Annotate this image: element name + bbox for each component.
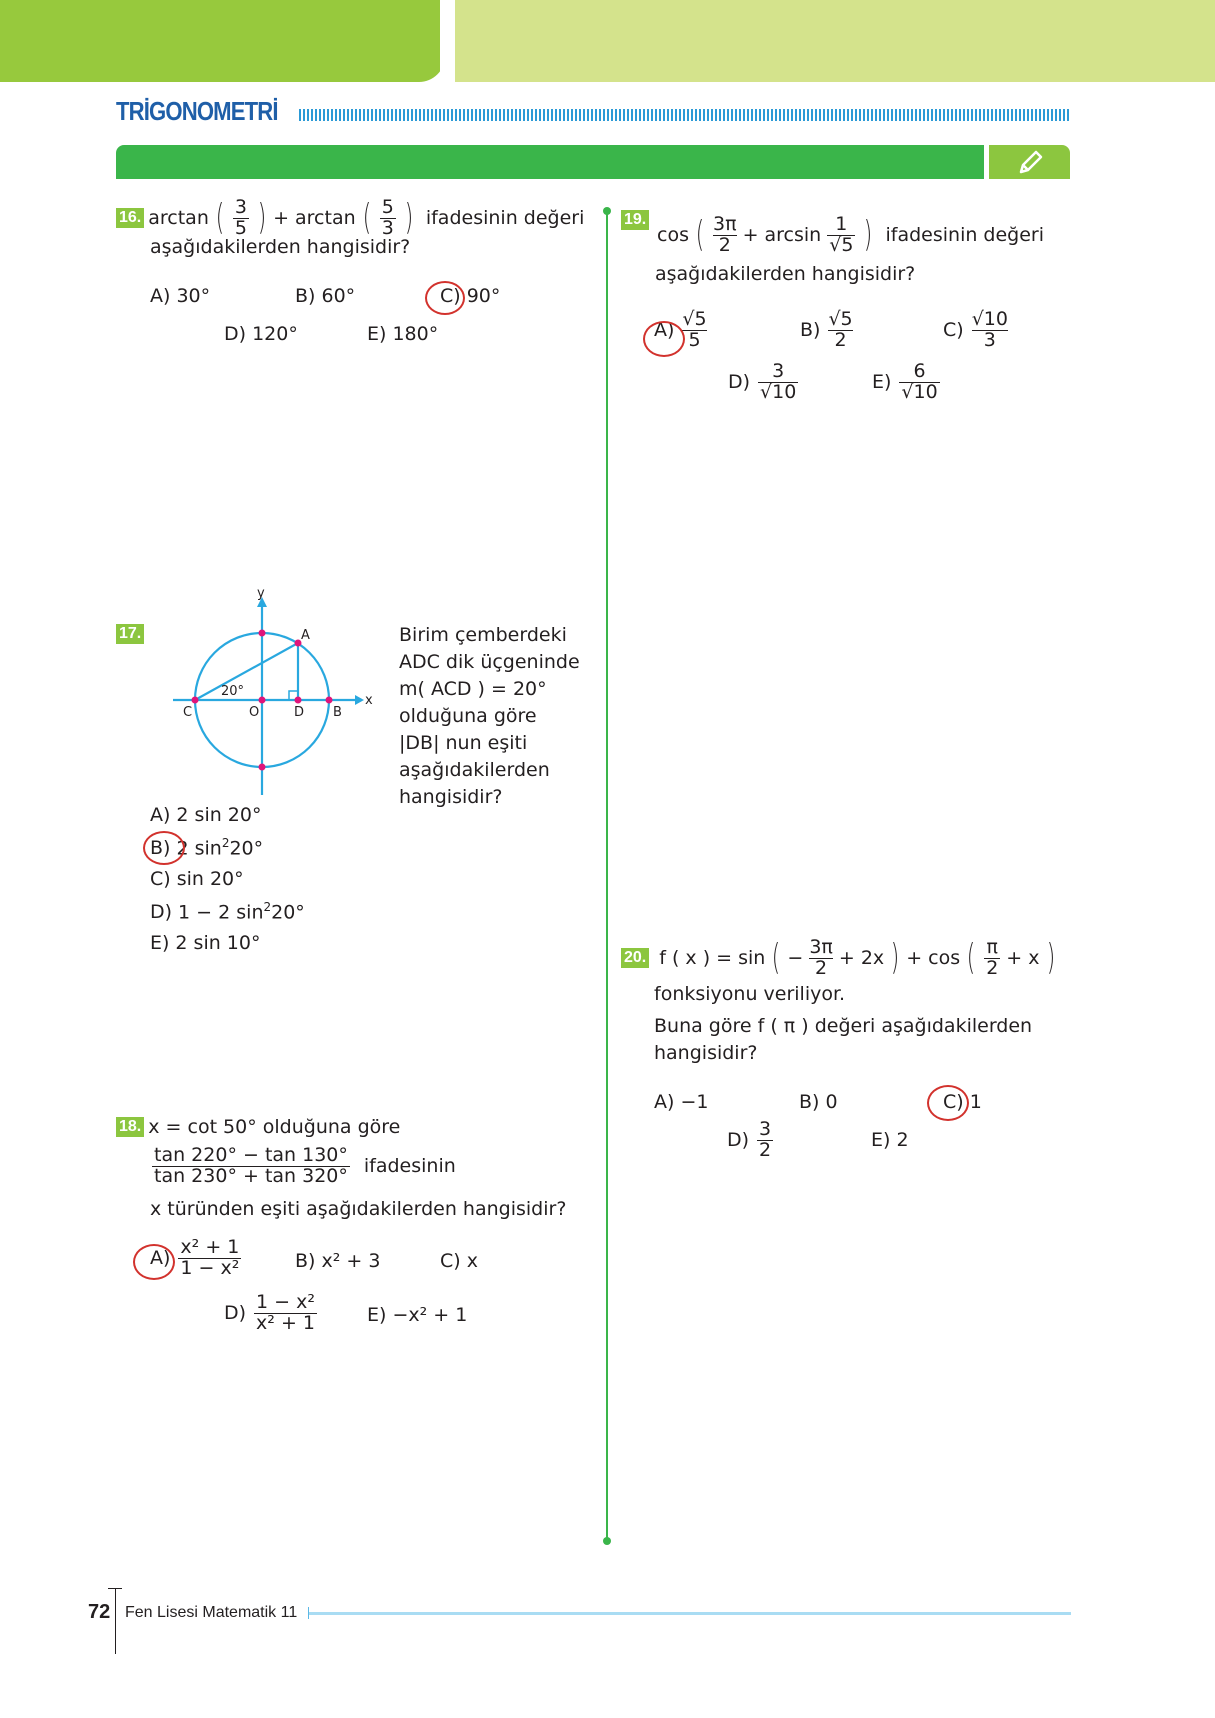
divider-dot-top xyxy=(603,207,611,215)
question-text: x türünden eşiti aşağıdakilerden hangisidir? xyxy=(150,1198,567,1220)
label-d: D xyxy=(294,705,305,720)
math-text: arctan xyxy=(148,207,209,230)
x-arrow xyxy=(355,695,364,705)
option-c[interactable]: C) x xyxy=(440,1250,478,1272)
option-d[interactable]: D) $\frac{3}{2}$ xyxy=(727,1118,772,1161)
option-a[interactable]: A) $\frac{\text{x² + 1}}{\text{1 − x²}}$ xyxy=(150,1236,240,1279)
option-b[interactable]: B) x² + 3 xyxy=(295,1250,381,1272)
header-band-left xyxy=(0,0,445,82)
pencil-icon xyxy=(1015,148,1045,176)
answer-circle xyxy=(425,281,465,315)
option-d[interactable]: D) 1 − 2 $\sin^220^\circ$ xyxy=(150,900,305,924)
question-text: fonksiyonu veriliyor. xyxy=(654,983,846,1005)
q18-expression: $\frac{\tan 220^\circ - \tan 130^\circ}{\tan 230^\circ + \tan 320^\circ}$ ifadesinin xyxy=(154,1144,456,1187)
option-e[interactable]: E) 2 xyxy=(871,1129,909,1151)
answer-circle xyxy=(133,1244,175,1280)
option-c[interactable]: C) $\frac{√10}{3}$ xyxy=(943,308,1008,351)
q20-stem: 20. f ( x ) = sin ( − $\frac{3\pi}{2}$ + 2x ) + cos ( $\frac{\pi}{2}$ + x ) xyxy=(621,938,1058,979)
math-text: + arctan xyxy=(273,207,356,230)
book-title: Fen Lisesi Matematik 11 xyxy=(125,1604,298,1621)
option-e[interactable]: E) 2 sin 10° xyxy=(150,932,261,954)
question-text: ifadesinin değeri xyxy=(425,207,585,230)
answer-circle xyxy=(143,831,185,865)
option-c[interactable]: C) 1 xyxy=(943,1091,982,1113)
footer-vertical-rule xyxy=(115,1588,116,1654)
question-number: 17. xyxy=(116,624,144,644)
pencil-box xyxy=(989,145,1070,179)
option-d[interactable]: D) $\frac{\text{1 − x²}}{\text{x² + 1}}$ xyxy=(224,1291,315,1334)
option-e[interactable]: E) 180° xyxy=(367,323,439,345)
label-x: x xyxy=(365,693,373,708)
option-a[interactable]: A) $\frac{√5}{5}$ xyxy=(654,308,707,351)
label-c: C xyxy=(183,705,193,720)
q19-stem: cos ( $\frac{3\pi}{2}$ + arcsin $\frac{1}{√5}$ ) ifadesinin değeri xyxy=(657,213,1045,256)
question-text: aşağıdakilerden hangisidir? xyxy=(150,236,411,258)
label-o: O xyxy=(249,705,260,720)
header-band-gap xyxy=(440,0,455,82)
question-number: 20. xyxy=(621,948,649,968)
option-c[interactable]: C) sin 20° xyxy=(150,868,244,890)
option-a[interactable]: A) 30° xyxy=(150,285,211,307)
q16-stem: 16. arctan ( $\frac{3}{5}$ ) + arctan ( $\frac{5}{3}$ ) ifadesinin değeri xyxy=(116,198,584,239)
question-text: Buna göre f ( π ) değeri aşağıdakilerden xyxy=(654,1015,1033,1037)
option-e[interactable]: E) $\frac{6}{√10}$ xyxy=(872,360,938,403)
chapter-title: TRİGONOMETRİ xyxy=(116,96,278,126)
fraction: $\frac{5}{3}$ xyxy=(381,196,394,239)
question-number: 18. xyxy=(116,1117,144,1137)
option-b[interactable]: B) 0 xyxy=(799,1091,838,1113)
question-number: 16. xyxy=(116,208,144,228)
label-a: A xyxy=(301,628,310,643)
label-angle: 20° xyxy=(221,684,245,699)
option-d[interactable]: D) $\frac{3}{√10}$ xyxy=(728,360,797,403)
option-a[interactable]: A) −1 xyxy=(654,1091,709,1113)
question-number: 19. xyxy=(621,210,649,230)
header-band-right xyxy=(455,0,1215,82)
option-d[interactable]: D) 120° xyxy=(224,323,298,345)
footer-rule-tick xyxy=(308,1607,309,1619)
answer-circle xyxy=(927,1085,969,1121)
page-number: 72 xyxy=(88,1601,111,1623)
option-b[interactable]: B) 60° xyxy=(295,285,356,307)
footer-rule xyxy=(308,1612,1071,1615)
q17-text: Birim çemberdeki ADC dik üçgeninde m( ACD ) = 20° olduğuna göre |DB| nun eşiti aşağıdakilerden hangisidir? xyxy=(399,624,580,808)
option-b[interactable]: B) $\frac{√5}{2}$ xyxy=(800,308,853,351)
option-e[interactable]: E) −x² + 1 xyxy=(367,1304,468,1326)
q18-stem: 18. x = cot 50° olduğuna göre xyxy=(116,1116,400,1138)
option-c[interactable]: C) 90° xyxy=(440,285,501,307)
label-b: B xyxy=(333,705,342,720)
footer-tick xyxy=(108,1588,122,1589)
answer-circle xyxy=(643,321,685,357)
option-a[interactable]: A) 2 sin 20° xyxy=(150,804,262,826)
column-divider xyxy=(606,211,608,1541)
section-bar xyxy=(116,145,984,179)
fraction: $\frac{3}{5}$ xyxy=(234,196,248,239)
question-text: aşağıdakilerden hangisidir? xyxy=(655,263,916,285)
option-b[interactable]: B) 2 $\sin^220^\circ$ xyxy=(150,836,264,860)
question-text: hangisidir? xyxy=(654,1042,758,1064)
label-y: y xyxy=(257,586,265,601)
segment-ca xyxy=(195,643,298,700)
unit-circle-diagram xyxy=(165,585,385,795)
divider-dot-bottom xyxy=(603,1537,611,1545)
title-dotted-rule xyxy=(299,109,1071,121)
